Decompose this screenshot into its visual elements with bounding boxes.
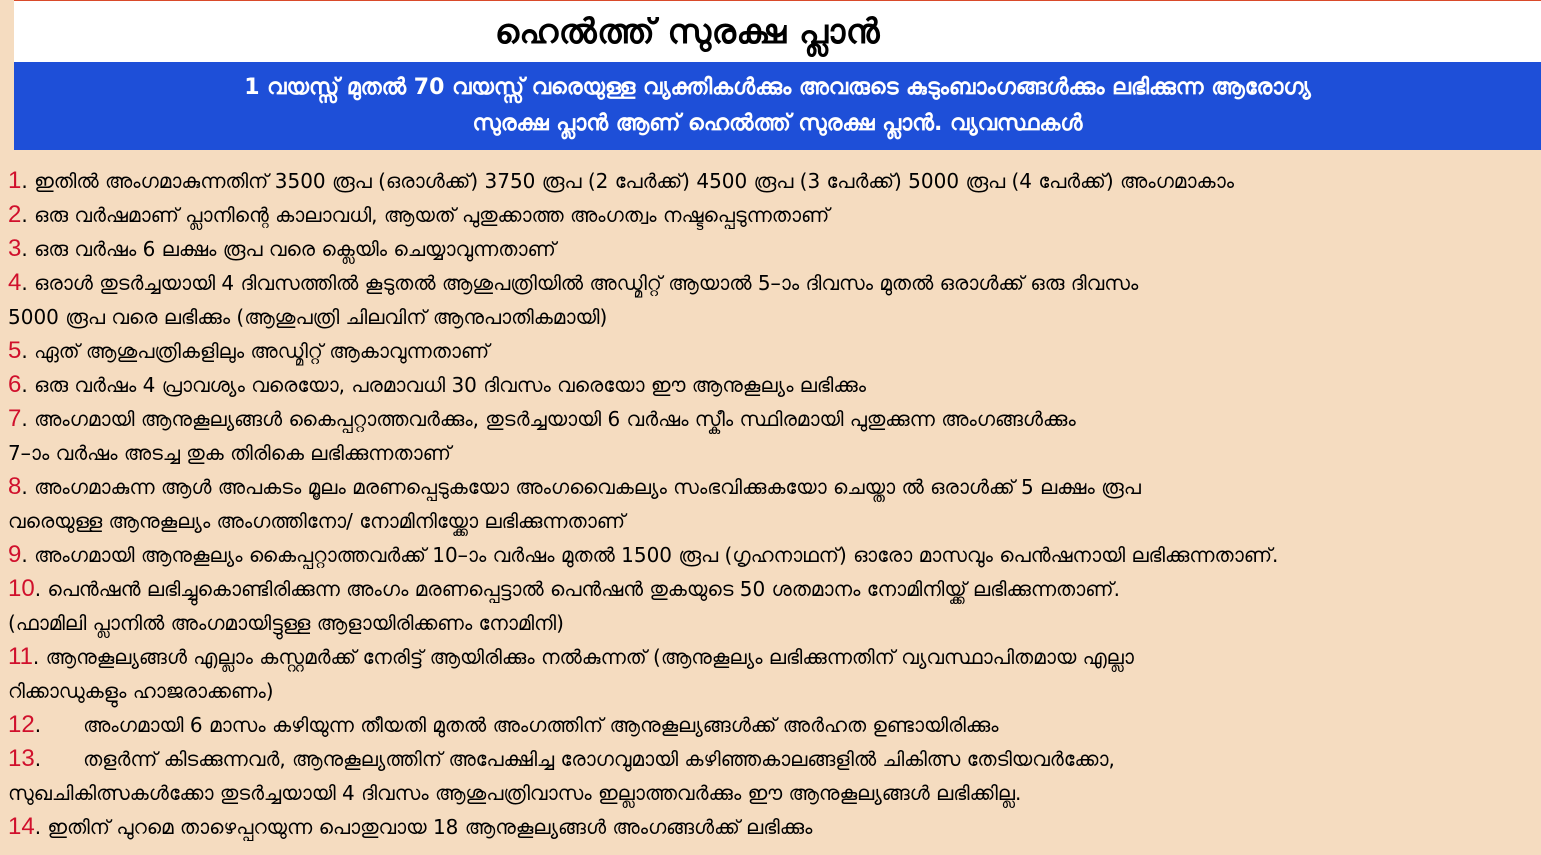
item-number-dot: . (21, 237, 28, 261)
list-item (8, 640, 1536, 674)
item-number: 11 (8, 643, 33, 670)
item-number-dot: . (21, 475, 28, 499)
item-number: 8 (8, 473, 22, 500)
item-continuation (8, 436, 1536, 470)
item-text-line-2: 5000 രൂപ വരെ ലഭിക്കും (ആശുപത്രി ചിലവിന് ആനുപാതികമായി) (8, 305, 608, 329)
item-number: 10 (8, 575, 35, 602)
item-number-dot: . (21, 407, 28, 431)
item-text-line-1: ഒരു വർഷം 6 ലക്ഷം രൂപ വരെ ക്ലെയിം ചെയ്യാവുന്നതാണ് (34, 237, 556, 261)
item-text-line-1: ഇതിൽ അംഗമാകുന്നതിന് 3500 രൂപ (ഒരാൾക്ക്) 3750 രൂപ (2 പേർക്ക്) 4500 രൂപ (3 പേർക്ക്) 5000 രൂപ (4 പേർക്ക്) അംഗമാകാം (34, 169, 1235, 193)
item-continuation (8, 674, 1536, 708)
item-continuation (8, 504, 1536, 538)
item-text-line-1: ഒരു വർഷം 4 പ്രാവശ്യം വരെയോ, പരമാവധി 30 ദിവസം വരെയോ ഈ ആനുകൂല്യം ലഭിക്കും (34, 373, 867, 397)
item-number-dot: . (34, 815, 42, 839)
item-number: 13 (8, 745, 35, 772)
item-text-line-2: 7–ാം വർഷം അടച്ച തുക തിരികെ ലഭിക്കുന്നതാണ് (8, 441, 451, 465)
item-text-line-1: ഏത് ആശുപത്രികളിലും അഡ്മിറ്റ് ആകാവുന്നതാണ് (34, 339, 490, 363)
item-number-dot: . (32, 645, 40, 669)
item-number-dot: . (34, 577, 42, 601)
item-text-line-1: ഒരു വർഷമാണ് പ്ലാനിന്റെ കാലാവധി, ആയത് പുതുക്കാത്ത അംഗത്വം നഷ്ടപ്പെടുന്നതാണ് (34, 203, 830, 227)
list-item (8, 368, 1536, 402)
item-number-dot: . (21, 203, 28, 227)
item-number-dot: . (34, 747, 42, 771)
item-text-line-1: അംഗമാകുന്ന ആൾ അപകടം മൂലം മരണപ്പെടുകയോ അംഗവൈകല്യം സംഭവിക്കുകയോ ചെയ്താ ൽ ഒരാൾക്ക് 5 ലക്ഷം രൂപ (34, 475, 1141, 499)
item-text-line-1: അംഗമായി ആനുകൂല്യം കൈപ്പറ്റാത്തവർക്ക് 10–ാം വർഷം മുതൽ 1500 രൂപ (ഗൃഹനാഥന്) ഓരോ മാസവും പെൻഷനായി ലഭിക്കുന്നതാണ്. (34, 543, 1279, 567)
item-text-line-1: പെൻഷൻ ലഭിച്ചുകൊണ്ടിരിക്കുന്ന അംഗം മരണപ്പെട്ടാൽ പെൻഷൻ തുകയുടെ 50 ശതമാനം നോമിനിയ്ക്ക് ലഭിക്കുന്നതാണ്. (47, 577, 1120, 601)
item-text-line-2: വരെയുള്ള ആനുകൂല്യം അംഗത്തിനോ/ നോമിനിയ്ക്കോ ലഭിക്കുന്നതാണ് (8, 509, 626, 533)
item-number: 6 (8, 371, 22, 398)
item-text-line-2: സുഖചികിത്സകൾക്കോ തുടർച്ചയായി 4 ദിവസം ആശുപത്രിവാസം ഇല്ലാത്തവർക്കും ഈ ആനുകൂല്യങ്ങൾ ലഭിക്കില്ല. (8, 781, 1022, 805)
item-text-line-2: റിക്കാഡുകളും ഹാജരാക്കണം) (8, 679, 274, 703)
title-banner (14, 0, 1541, 62)
list-item (8, 538, 1536, 572)
item-continuation (8, 300, 1536, 334)
item-number: 9 (8, 541, 22, 568)
item-text-line-1: ഒരാൾ തുടർച്ചയായി 4 ദിവസത്തിൽ കൂടുതൽ ആശുപത്രിയിൽ അഡ്മിറ്റ് ആയാൽ 5–ാം ദിവസം മുതൽ ഒരാൾക്ക് ഒരു ദിവസം (34, 271, 1139, 295)
item-text-line-1: അംഗമായി ആനുകൂല്യങ്ങൾ കൈപ്പറ്റാത്തവർക്കും, തുടർച്ചയായി 6 വർഷം സ്കീം സ്ഥിരമായി പുതുക്കുന്ന അംഗങ്ങൾക്കും (34, 407, 1076, 431)
item-text-line-1: അംഗമായി 6 മാസം കഴിയുന്ന തീയതി മുതൽ അംഗത്തിന് ആനുകൂല്യങ്ങൾക്ക് അർഹത ഉണ്ടായിരിക്കും (83, 713, 999, 737)
list-item (8, 470, 1536, 504)
intro-line-1: 1 വയസ്സ് മുതൽ 70 വയസ്സ് വരെയുള്ള വ്യക്തികൾക്കും അവരുടെ കുടുംബാംഗങ്ങൾക്കും ലഭിക്കുന്ന ആരോഗ്യ (244, 75, 1311, 100)
item-text-line-2: (ഫാമിലി പ്ലാനിൽ അംഗമായിട്ടുള്ള ആളായിരിക്കണം നോമിനി) (8, 611, 564, 635)
item-number-dot: . (21, 339, 28, 363)
item-number-dot: . (21, 373, 28, 397)
list-item (8, 266, 1536, 300)
item-number: 7 (8, 405, 22, 432)
item-number-dot: . (34, 713, 42, 737)
item-text-line-1: ഇതിന് പുറമെ താഴെപ്പറയുന്ന പൊതുവായ 18 ആനുകൂല്യങ്ങൾ അംഗങ്ങൾക്ക് ലഭിക്കും (47, 815, 813, 839)
item-number-dot: . (21, 543, 28, 567)
list-item (8, 742, 1536, 776)
item-text-line-1: ആനുകൂല്യങ്ങൾ എല്ലാം കസ്റ്റമർക്ക് നേരിട്ട് ആയിരിക്കും നൽകുന്നത് (ആനുകൂല്യം ലഭിക്കുന്നതിന് വ്യവസ്ഥാപിതമായ എല്ലാ (45, 645, 1134, 669)
item-number: 2 (8, 201, 22, 228)
list-item (8, 334, 1536, 368)
item-text-line-1: തളർന്ന് കിടക്കുന്നവർ, ആനുകൂല്യത്തിന് അപേക്ഷിച്ച രോഗവുമായി കഴിഞ്ഞകാലങ്ങളിൽ ചികിത്സ തേടിയവർക്കോ, (83, 747, 1115, 771)
item-number: 4 (8, 269, 22, 296)
intro-banner (14, 62, 1541, 150)
list-item (8, 810, 1536, 844)
list-item (8, 198, 1536, 232)
item-number: 12 (8, 711, 35, 738)
item-number: 3 (8, 235, 22, 262)
terms-list (8, 164, 1536, 844)
list-item (8, 708, 1536, 742)
list-item (8, 402, 1536, 436)
item-number: 5 (8, 337, 22, 364)
list-item (8, 572, 1536, 606)
item-number: 1 (8, 167, 22, 194)
page-title: ഹെൽത്ത് സുരക്ഷ പ്ലാൻ (494, 11, 881, 52)
item-number-dot: . (21, 169, 28, 193)
item-continuation (8, 776, 1536, 810)
item-number: 14 (8, 813, 35, 840)
list-item (8, 232, 1536, 266)
intro-line-2: സുരക്ഷ പ്ലാൻ ആണ് ഹെൽത്ത് സുരക്ഷ പ്ലാൻ. വ്യവസ്ഥകൾ (472, 111, 1083, 136)
item-number-dot: . (21, 271, 28, 295)
list-item (8, 164, 1536, 198)
item-continuation (8, 606, 1536, 640)
